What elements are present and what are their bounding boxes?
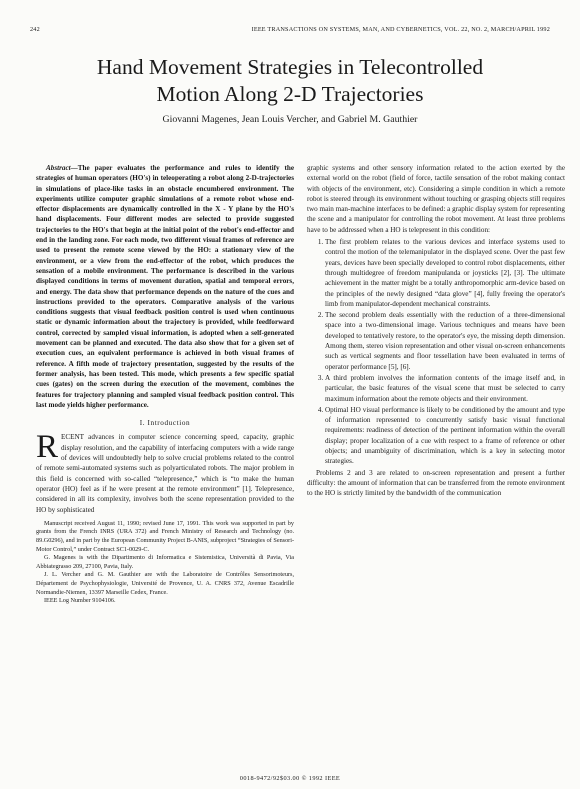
abstract-lead: Abstract—	[46, 164, 78, 172]
footnote-author-2: J. L. Vercher and G. M. Gauthier are with the Laboratoire de Contrôles Sensorimoteurs, Département de Psychophysiologie, Université de Provence, U. A. CNRS 372, Avenue Escadrille Normandie-Niemen, 13397 Marseille Cedex, France.	[36, 571, 294, 596]
footnote-manuscript: Manuscript received August 11, 1990; revised June 17, 1991. This work was supported in part by grants from the French INRS (URA 372) and French Ministry of Research and Technology (no. 89.G0296), and in part by the European Community Project B-ANIS, subproject “Strategies of Sensori-Motor Control,” under Contract SC1-0029-C.	[36, 519, 294, 553]
abstract-text: The paper evaluates the performance and rules to identify the strategies of human operators (HO's) in teleoperating a robot along 2-D-trajectories in simulations of place-like tasks in an obstacle encumbered environment. The experiments utilize computer graphic simulations of a remote robot whose end-effector displacements are dynamically controlled in the X - Y plane by the HO's hand displacements. Four different modes are selected to provide suggested trajectories to the HO's that begin at the initial point of the robot's end-effector and end in the landing zone. For each mode, two different visual frames of reference are used to present the remote scene viewed by the HO: a stationary view of the environment, or a view from the end-effector of the robot, which produces the sensation of a mobile environment. The performance is described in the various displayed conditions in terms of movement duration, spatial and temporal errors, and energy. The data show that performance depends on the nature of the cues and instructions provided to the operators. Comparative analysis of the various conditions suggests that visual feedback position control is used when continuous static or dynamic information about the trajectory is provided, while feedforward control, corrected by sampled visual information, is adopted when a self-generated movement can be planned and executed. The data also show that for a given set of execution cues, an equivalent performance is achieved in both visual frames of reference. A fifth mode of trajectory presentation, suggested by the results of the former analysis, has been tested. This mode, which presents a few specific spatial cues (gates) on the screen during the execution of the movement, combines the features for trajectory planning and sampled visual feedback position control. This last mode yields higher performance.	[36, 164, 294, 409]
running-head: IEEE TRANSACTIONS ON SYSTEMS, MAN, AND CYBERNETICS, VOL. 22, NO. 2, MARCH/APRIL 1992	[251, 26, 550, 33]
right-paragraph-2: Problems 2 and 3 are related to on-screen representation and present a further difficulty: the amount of information that can be transferred from the remote environment to the HO is strictly limited by the bandwidth of the communication	[307, 468, 565, 498]
intro-text: ECENT advances in computer science concerning speed, capacity, graphic display resolution, and the capability of interfacing computers with a wide range of devices will undoubtedly help to solve crucial problems related to the control of remote semi-automated systems such as polyarticulated robots. The major problem in this field is concerned with so-called “telepresence,” which is “to make the human operator (HO) feel as if he were present at the remote environment” [1]. Telepresence, considered in all its complexity, involves both the scene representation provided to the HO by sophisticated	[36, 433, 294, 514]
title-line-2: Motion Along 2-D Trajectories	[156, 82, 424, 106]
list-item: 2. The second problem deals essentially with the reduction of a three-dimensional space into a two-dimensional image. Various techniques and means have been developed to tentatively restore, to the operator's eye, the missing depth dimension. Among them, stereo vision representation and other visual on-screen enhancements such as vertical segments and floor tessellation have been evaluated in terms of operator performance [5], [6].	[325, 310, 565, 372]
abstract	[36, 163, 294, 410]
copyright-code: 0018-9472/92$03.00 © 1992 IEEE	[239, 775, 341, 782]
introduction	[36, 429, 294, 514]
author-list: Giovanni Magenes, Jean Louis Vercher, and Gabriel M. Gauthier	[162, 114, 418, 125]
section-heading: I. Introduction	[139, 419, 191, 428]
left-column	[36, 163, 294, 606]
footnotes	[36, 520, 294, 606]
list-item: 4. Optimal HO visual performance is likely to be conditioned by the amount and type of information represented to concurrently satisfy basic visual functional requirements: readiness of detection of the pertinent information within the overall display; proper localization of a cue with respect to a frame of reference or other objects; and unambiguity of discrimination, which is a key in selecting motor strategies.	[325, 405, 565, 467]
list-item: 3. A third problem involves the information contents of the image itself and, in particular, the basic features of the visual scene that must be selected to carry maximum information about the remote objects and their environment.	[325, 373, 565, 404]
footnote-log-number: IEEE Log Number 9104106.	[44, 597, 116, 605]
problem-list	[307, 237, 565, 467]
right-column	[307, 163, 565, 499]
intro-paragraph	[36, 429, 294, 514]
running-header	[30, 26, 550, 38]
right-paragraph-1: graphic systems and other sensory information related to the action exerted by the external world on the robot (field of force, tactile sensation of the robot making contact with objects of the environment, etc). Considering a simple condition in which a remote robot is steered through its environment without touching or grasping objects still requires two main man-machine interfaces to be defined: a graphic display system for representing the scene and a manipulator for controlling the robot movement. At least three problems have to be addressed when a HO is telepresent in this condition:	[307, 164, 565, 234]
paper-title	[30, 54, 550, 108]
footnote-author-1: G. Magenes is with the Dipartimento di Informatica e Sistemistica, Università di Pavia, Via Abbiategrasso 209, 27100, Pavia, Italy.	[36, 554, 294, 570]
drop-cap: R	[36, 429, 59, 466]
list-item: 1. The first problem relates to the various devices and interface systems used to control the motion of the telemanipulator in the displayed scene. Over the past few years, devices have been specially developed to control robot displacements, either through multidegree of freedom manipulanda or joysticks [2], [3]. The ultimate achievement in the matter might be a totally anthropomorphic arm-device based on the principles of the newly designed “data glove” [4], fully freeing the operator's limb from manipulator-dependent mechanical constraints.	[325, 237, 565, 309]
page-number: 242	[30, 26, 40, 33]
title-line-1: Hand Movement Strategies in Telecontrolled	[96, 55, 484, 79]
